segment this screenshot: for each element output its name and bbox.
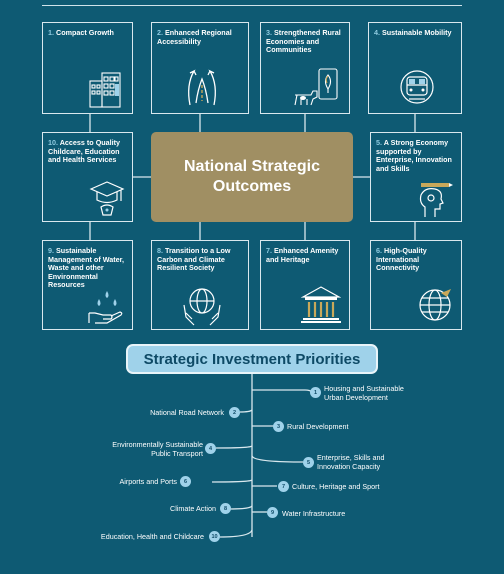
buildings-icon [88, 69, 124, 109]
priority-label-8: Climate Action [170, 504, 216, 513]
tile-number: 5. [376, 138, 382, 147]
road-arrows-icon [184, 65, 220, 107]
priority-label-2: National Road Network [150, 408, 224, 417]
priority-label-9: Water Infrastructure [282, 509, 346, 518]
priority-text-line: Enterprise, Skills and [317, 453, 385, 462]
outcome-tile-9 [42, 240, 133, 330]
priority-label-5 [317, 453, 385, 471]
tile-label: Strengthened Rural Economies and Communities [266, 28, 341, 55]
tile-number: 3. [266, 28, 272, 37]
tile-number: 4. [374, 28, 380, 37]
tile-number: 9. [48, 246, 54, 255]
tile-number: 7. [266, 246, 272, 255]
outcome-tile-8 [151, 240, 249, 330]
national-strategic-outcomes-box [151, 132, 353, 222]
tile-label: Enhanced Amenity and Heritage [266, 246, 339, 264]
priority-label-4 [112, 440, 203, 458]
priority-label-3: Rural Development [287, 422, 349, 431]
priority-label-6: Airports and Ports [119, 477, 177, 486]
center-title: National Strategic Outcomes [183, 158, 321, 195]
tile-label: Transition to a Low Carbon and Climate Resilient Society [157, 246, 231, 273]
tile-label: Compact Growth [56, 28, 114, 37]
priority-text-line: Environmentally Sustainable [112, 440, 203, 449]
priority-label-1 [324, 384, 404, 402]
tile-number: 6. [376, 246, 382, 255]
priority-badge-4: 4 [205, 443, 216, 454]
train-icon [399, 69, 435, 107]
outcome-tile-2 [151, 22, 249, 114]
tile-label: Sustainable Management of Water, Waste and other Environmental Resources [48, 246, 125, 290]
outcome-tile-5 [370, 132, 462, 222]
outcome-tile-10 [42, 132, 133, 222]
priority-text-line: Urban Development [324, 393, 388, 402]
outcome-tile-4 [368, 22, 462, 114]
priority-badge-7: 7 [278, 481, 289, 492]
strategic-investment-priorities-header [126, 344, 378, 374]
priority-badge-6: 6 [180, 476, 191, 487]
tile-label: Access to Quality Childcare, Education and Health Services [48, 138, 121, 165]
priority-badge-3: 3 [273, 421, 284, 432]
priority-badge-9: 9 [267, 507, 278, 518]
priority-badge-10: 10 [209, 531, 220, 542]
priority-badge-5: 5 [303, 457, 314, 468]
priority-label-7: Culture, Heritage and Sport [292, 482, 380, 491]
heritage-building-icon [301, 285, 341, 325]
outcome-tile-1 [42, 22, 133, 114]
globe-hands-icon [182, 285, 222, 327]
priority-badge-1: 1 [310, 387, 321, 398]
outcome-tile-6 [370, 240, 462, 330]
head-pencil-icon [415, 181, 455, 219]
priority-text-line: Innovation Capacity [317, 462, 381, 471]
graduation-cap-icon [89, 177, 125, 217]
priority-label-10: Education, Health and Childcare [100, 532, 204, 541]
priority-text-line: Housing and Sustainable [324, 384, 404, 393]
tile-number: 1. [48, 28, 54, 37]
tile-number: 8. [157, 246, 163, 255]
outcome-tile-7 [260, 240, 350, 330]
tile-label: Sustainable Mobility [382, 28, 452, 37]
globe-plane-icon [417, 287, 453, 323]
priority-badge-2: 2 [229, 407, 240, 418]
tile-number: 10. [48, 138, 58, 147]
priorities-title: Strategic Investment Priorities [143, 350, 361, 368]
tile-label: A Strong Economy supported by Enterprise, Innovation and Skills [376, 138, 452, 173]
priority-text-line: Public Transport [151, 449, 203, 458]
tile-label: Enhanced Regional Accessibility [157, 28, 232, 46]
priority-badge-8: 8 [220, 503, 231, 514]
hand-water-icon [87, 287, 127, 327]
outcome-tile-3 [260, 22, 350, 114]
tile-number: 2. [157, 28, 163, 37]
tile-label: High-Quality International Connectivity [376, 246, 427, 273]
cow-phone-icon [291, 67, 347, 109]
